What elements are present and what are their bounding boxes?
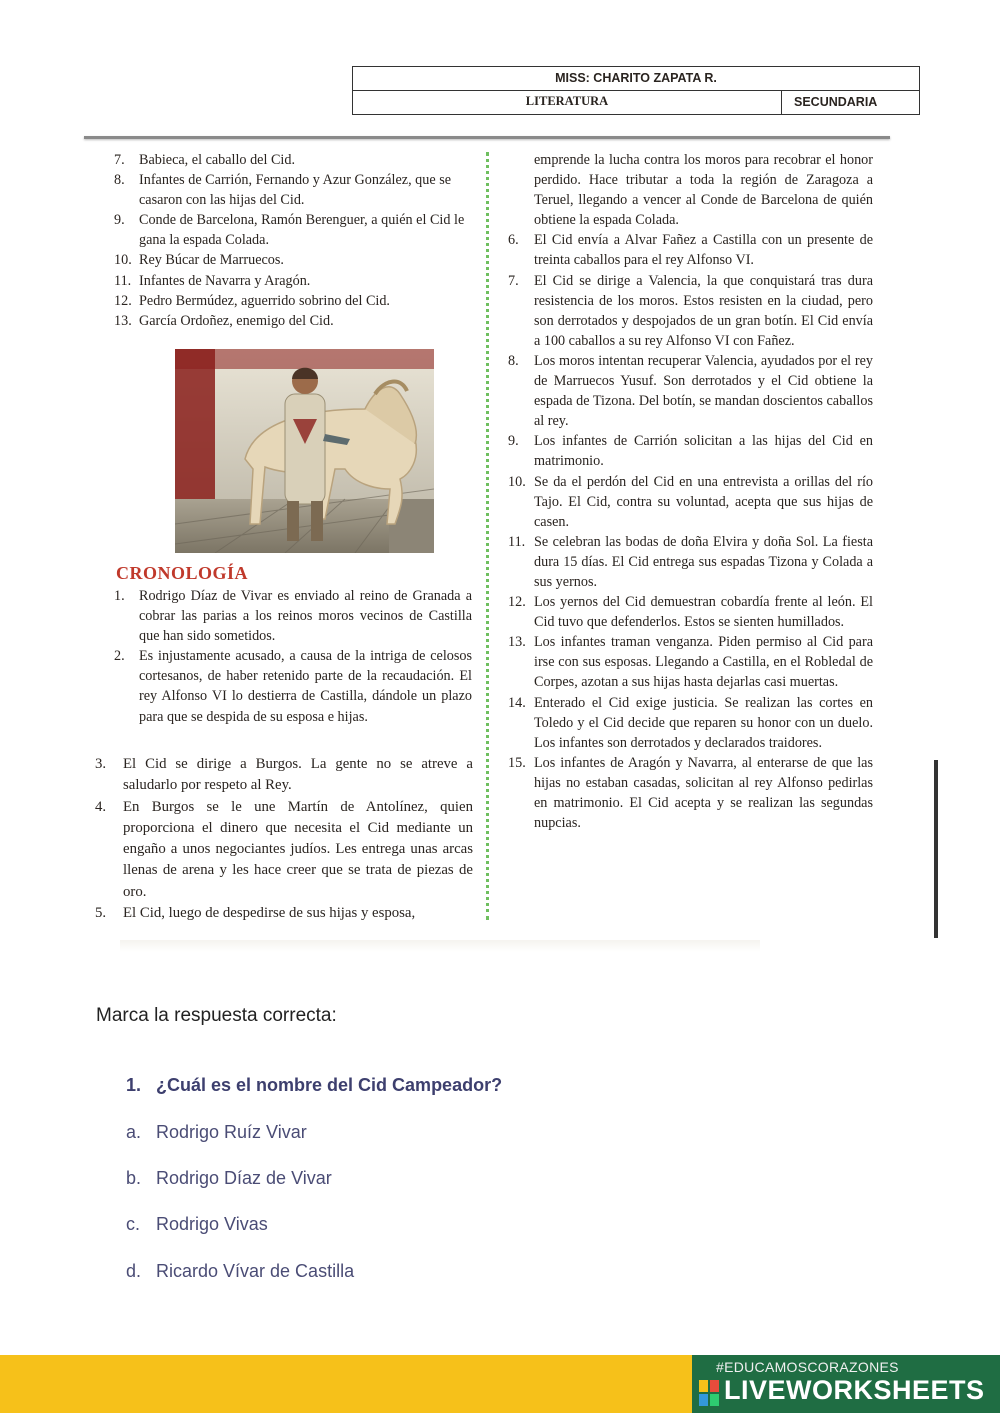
item-text: Los infantes de Carrión solicitan a las hijas del Cid en matrimonio. (534, 433, 873, 470)
list-item (508, 532, 873, 592)
list-item (508, 230, 873, 270)
item-text: Conde de Barcelona, Ramón Berenguer, a quién el Cid le gana la espada Colada. (139, 212, 465, 249)
item-number: 12. (508, 594, 526, 611)
item-text: Babieca, el caballo del Cid. (139, 152, 296, 168)
list-item (508, 431, 873, 471)
item-number: 15. (508, 754, 526, 771)
item-text: El Cid se dirige a Burgos. La gente no se atreve a saludarlo por respeto al Rey. (123, 756, 473, 794)
list-item (508, 753, 873, 833)
cronologia-list-right (508, 150, 873, 833)
answer-option-a[interactable] (126, 1122, 307, 1143)
answer-option-c[interactable] (126, 1214, 268, 1235)
option-letter: d. (126, 1261, 142, 1281)
option-text: Rodrigo Ruíz Vivar (156, 1122, 307, 1142)
item-text: Los infantes traman venganza. Piden permiso al Cid para irse con sus esposas. Llegando a Castilla, en el Robledal de Corpes, azotan a sus hijas hasta dejarlas casi muertas. (534, 634, 873, 691)
item-number: 6. (508, 232, 519, 249)
list-item (95, 754, 473, 797)
list-item (508, 271, 873, 351)
item-text: Los moros intentan recuperar Valencia, ayudados por el rey de Marruecos Yusuf. Son derrotados y el Cid obtiene la espada de Tizona. Del botín, se mandan doscientos caballos al rey. (534, 352, 873, 430)
worksheet-header (352, 66, 920, 115)
item-number: 9. (508, 433, 519, 450)
item-number: 10. (114, 252, 132, 269)
list-item (114, 586, 472, 646)
item-text: Se celebran las bodas de doña Elvira y doña Sol. La fiesta dura 15 días. El Cid entrega sus espadas Tizona y Colada a sus yernos. (534, 533, 873, 590)
list-item (114, 291, 472, 311)
item-text: Se da el perdón del Cid en una entrevista a orillas del río Tajo. El Cid, contra su voluntad, acepta que sus hijas de casen. (534, 473, 873, 530)
item-text: El Cid se dirige a Valencia, la que conquistará tras dura resistencia de los moros. Estos resisten en la ciudad, pero son derrotados y despojados de un gran botín. El Cid envía a 100 caballos a su rey Alfonso VI con Fañez. (534, 272, 873, 349)
item-number: 2. (114, 648, 125, 665)
cid-and-horse-image (175, 349, 434, 553)
item-number: 8. (114, 172, 125, 189)
cronologia-list-left-bottom (95, 754, 473, 924)
side-bar (934, 760, 938, 938)
item-number: 7. (508, 272, 519, 289)
item-number: 8. (508, 352, 519, 369)
subject-label: LITERATURA (353, 91, 782, 114)
list-item (508, 592, 873, 632)
item-number: 12. (114, 292, 132, 309)
option-letter: c. (126, 1214, 141, 1234)
option-letter: a. (126, 1122, 142, 1142)
item-text: El Cid, luego de despedirse de sus hijas y esposa, (123, 905, 416, 922)
list-item (114, 250, 472, 270)
question-number: 1. (126, 1075, 142, 1095)
list-item (114, 170, 472, 210)
item-number: 14. (508, 694, 526, 711)
list-item (114, 271, 472, 291)
item-number: 13. (114, 312, 132, 329)
option-letter: b. (126, 1168, 142, 1188)
item-text: Rey Búcar de Marruecos. (139, 252, 284, 269)
list-item (95, 903, 473, 924)
item-text: En Burgos se le une Martín de Antolínez, quien proporciona el dinero que necesita el Cid mediante un engaño a unos negociantes judíos. Les entrega unas arcas llenas de arena y les hace creer que se trata de piezas de oro. (123, 798, 473, 900)
cronologia-list-left (114, 586, 472, 727)
list-item (114, 150, 472, 170)
item-number: 3. (95, 756, 107, 772)
item-text: Infantes de Carrión, Fernando y Azur González, que se casaron con las hijas del Cid. (139, 172, 452, 209)
item-number: 7. (114, 152, 125, 168)
item-text: Es injustamente acusado, a causa de la intriga de celosos cortesanos, de haber retenido parte de la recaudación. El rey Alfonso VI lo destierra de Castilla, dándole un plazo para que se despida de su esposa e hijas. (139, 648, 472, 725)
instruction-text: Marca la respuesta correcta: (96, 1005, 337, 1026)
horizontal-rule (84, 136, 890, 139)
option-text: Ricardo Vívar de Castilla (156, 1261, 355, 1281)
column-divider (486, 152, 489, 920)
list-item (508, 351, 873, 431)
continuation-text: emprende la lucha contra los moros para recobrar el honor perdido. Hace tributar a toda la región de Zaragoza a Teruel, llegando a vencer al Conde de Barcelona de quién obtiene la espada Colada. (534, 152, 873, 229)
list-item (508, 632, 873, 692)
hashtag-text: #EDUCAMOSCORAZONES (716, 1359, 899, 1375)
item-text: Rodrigo Díaz de Vivar es enviado al reino de Granada a cobrar las parias a los reinos moros vecinos de Castilla que han sido sometidos. (139, 588, 472, 645)
item-number: 10. (508, 473, 526, 490)
item-number: 1. (114, 588, 125, 604)
item-number: 5. (95, 905, 107, 922)
item-number: 11. (508, 533, 526, 550)
item-number: 4. (95, 798, 107, 815)
answer-option-b[interactable] (126, 1168, 332, 1189)
question-1 (126, 1075, 502, 1096)
level-label: SECUNDARIA (794, 95, 878, 109)
header-row (353, 91, 919, 114)
item-number: 11. (114, 272, 132, 289)
item-text: Los yernos del Cid demuestran cobardía frente al león. El Cid tuvo que defenderlos. Estos se sienten humillados. (534, 594, 873, 631)
liveworksheets-logo-icon (699, 1380, 719, 1406)
question-text: ¿Cuál es el nombre del Cid Campeador? (156, 1075, 503, 1095)
cid-illustration (175, 349, 434, 553)
list-item (508, 472, 873, 532)
list-item (508, 693, 873, 753)
item-number: 13. (508, 634, 526, 651)
characters-list (114, 150, 472, 331)
item-text: García Ordoñez, enemigo del Cid. (139, 312, 334, 329)
item-text: Pedro Bermúdez, aguerrido sobrino del Cid. (139, 292, 390, 309)
cronologia-heading: CRONOLOGÍA (116, 563, 249, 583)
teacher-name: MISS: CHARITO ZAPATA R. (353, 67, 919, 91)
item-text: Infantes de Navarra y Aragón. (139, 272, 311, 289)
item-text: Los infantes de Aragón y Navarra, al enterarse de que las hijas no estaban casadas, solicitan al rey Alfonso pedirlas en matrimonio. El Cid acepta y se realizan las segundas nupcias. (534, 754, 873, 832)
list-item (114, 646, 472, 726)
scan-edge (120, 940, 760, 952)
option-text: Rodrigo Díaz de Vivar (156, 1168, 332, 1188)
answer-option-d[interactable] (126, 1261, 354, 1282)
item-text: El Cid envía a Alvar Fañez a Castilla con un presente de treinta caballos para el rey Alfonso VI. (534, 232, 873, 269)
option-text: Rodrigo Vivas (156, 1214, 268, 1234)
list-item (114, 311, 472, 331)
item-text: Enterado el Cid exige justicia. Se realizan las cortes en Toledo y el Cid decide que reparen su honor con un duelo. Los infantes son derrotados y declarados traidores. (534, 694, 873, 751)
list-item (114, 210, 472, 250)
item-number: 9. (114, 212, 125, 229)
list-item (95, 797, 473, 903)
brand-name[interactable]: LIVEWORKSHEETS (724, 1375, 985, 1405)
